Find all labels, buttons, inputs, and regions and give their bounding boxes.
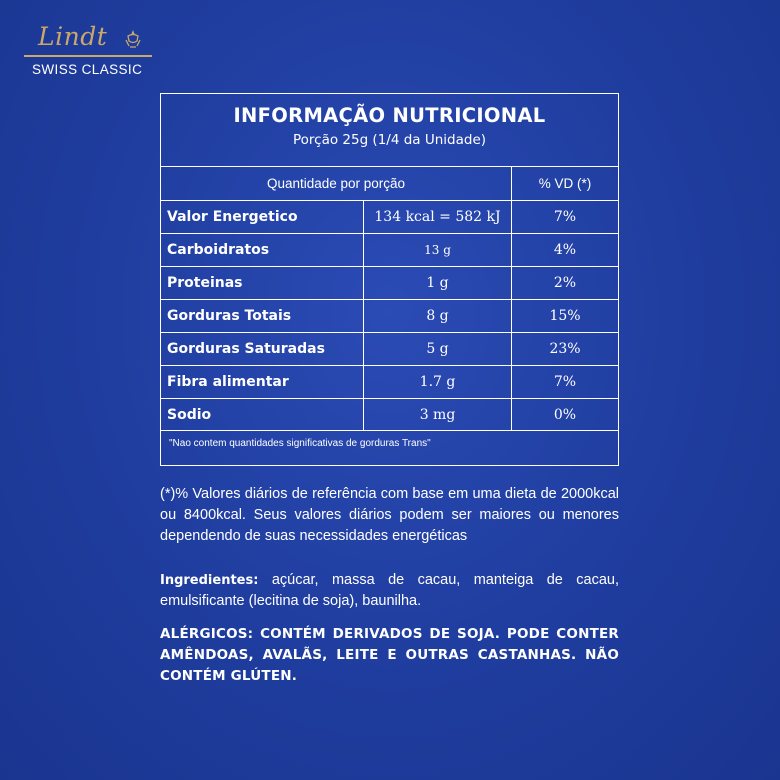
ingredients-text: açúcar, massa de cacau, manteiga de cacau, emulsificante (lecitina de soja), baunilha.: [160, 572, 619, 609]
nutrition-table: [160, 93, 619, 466]
nutrient-vd: 7%: [553, 374, 577, 390]
nutrient-name: Gorduras Saturadas: [167, 341, 325, 357]
nutrient-quantity: 5 g: [426, 341, 449, 357]
nutrient-vd: 15%: [549, 308, 581, 324]
nutrient-name: Fibra alimentar: [167, 374, 289, 390]
allergens-warning: ALÉRGICOS: CONTÉM DERIVADOS DE SOJA. PODE CONTER AMÊNDOAS, AVALÃS, LEITE E OUTRAS CASTANHAS. NÃO CONTÉM GLÚTEN.: [160, 626, 619, 684]
nutrient-quantity: 134 kcal = 582 kJ: [374, 209, 501, 225]
nutrient-name: Gorduras Totais: [167, 308, 292, 324]
brand-name: Lindt: [38, 22, 108, 51]
nutrient-vd: 7%: [553, 209, 577, 225]
nutrient-vd: 0%: [553, 407, 577, 423]
brand-divider: [24, 55, 152, 57]
trans-fat-note: "Nao contem quantidades significativas de gorduras Trans": [169, 438, 431, 449]
nutrient-quantity: 3 mg: [419, 407, 456, 423]
nutrient-vd: 4%: [553, 242, 577, 258]
nutrient-name: Carboidratos: [167, 242, 270, 258]
crest-icon: [122, 28, 144, 50]
nutrient-quantity: 13 g: [424, 243, 451, 257]
nutrient-name: Valor Energetico: [167, 209, 298, 225]
serving-size: Porção 25g (1/4 da Unidade): [292, 132, 487, 148]
table-row: [161, 201, 618, 233]
column-divider: [511, 166, 512, 430]
brand-logo: [22, 22, 152, 82]
table-row: [161, 267, 618, 299]
table-row: [161, 366, 618, 398]
divider: [161, 430, 618, 431]
nutrient-name: Proteinas: [167, 275, 243, 291]
table-row: [161, 300, 618, 332]
nutrient-name: Sodio: [167, 407, 212, 423]
ingredients-label: Ingredientes:: [160, 573, 259, 588]
nutrient-quantity: 1 g: [426, 275, 449, 291]
nutrient-vd: 2%: [553, 275, 577, 291]
nutrition-title: INFORMAÇÃO NUTRICIONAL: [233, 104, 546, 127]
header-quantity: Quantidade por porção: [266, 176, 406, 191]
brand-subtitle: SWISS CLASSIC: [32, 62, 143, 77]
table-row: [161, 399, 618, 431]
nutrient-quantity: 8 g: [426, 308, 449, 324]
column-divider: [363, 200, 364, 430]
header-vd: % VD (*): [538, 176, 592, 191]
divider: [161, 166, 618, 167]
nutrient-quantity: 1.7 g: [419, 374, 456, 390]
table-row: [161, 333, 618, 365]
daily-values-footnote: (*)% Valores diários de referência com base em uma dieta de 2000kcal ou 8400kcal. Seus valores diários podem ser maiores ou menores dependendo de suas necessidades energéticas: [160, 486, 619, 544]
nutrient-vd: 23%: [549, 341, 581, 357]
ingredients-section: [160, 570, 619, 612]
table-row: [161, 234, 618, 266]
